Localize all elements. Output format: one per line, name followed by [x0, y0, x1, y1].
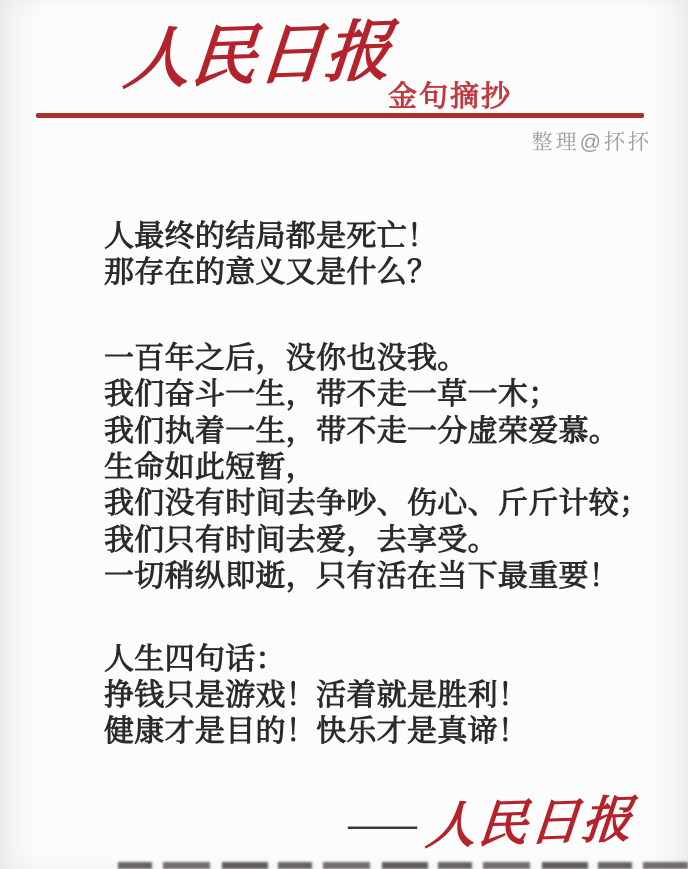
- quote-line: 我们奋斗一生，带不走一草一木；: [104, 378, 559, 412]
- quote-line: 我们执着一生，带不走一分虚荣爱慕。: [104, 414, 620, 448]
- quote-line: 人最终的结局都是死亡！: [104, 220, 438, 253]
- credit-text: 整理@抔抔: [531, 131, 652, 154]
- signature-dash: ——: [348, 803, 414, 844]
- quote-line: 一切稍纵即逝，只有活在当下最重要！: [104, 560, 620, 594]
- quote-line: 人生四句话：: [104, 642, 286, 676]
- quote-line: 我们没有时间去争吵、伤心、斤斤计较；: [104, 487, 650, 521]
- quote-body: [104, 219, 664, 751]
- signature: [348, 791, 637, 855]
- quote-line: 那存在的意义又是什么？: [104, 256, 438, 290]
- cutoff-text-strip: [118, 862, 688, 869]
- masthead-subtitle: 金句摘抄: [388, 81, 513, 113]
- quote-line: 我们只有时间去爱，去享受。: [104, 523, 498, 557]
- red-divider-line: [36, 113, 644, 118]
- paragraph-1: [104, 219, 664, 292]
- quote-line: 挣钱只是游戏！活着就是胜利！: [104, 679, 529, 713]
- paragraph-2: [104, 341, 664, 596]
- peoples-daily-masthead-logo: 人民日报: [120, 15, 396, 98]
- quote-line: 一百年之后，没你也没我。: [104, 341, 468, 375]
- quote-line: 健康才是目的！快乐才是真谛！: [104, 715, 529, 749]
- signature-peoples-daily-logo: 人民日报: [423, 791, 637, 855]
- paragraph-3: [104, 642, 664, 751]
- quote-line: 生命如此短暂，: [104, 451, 317, 485]
